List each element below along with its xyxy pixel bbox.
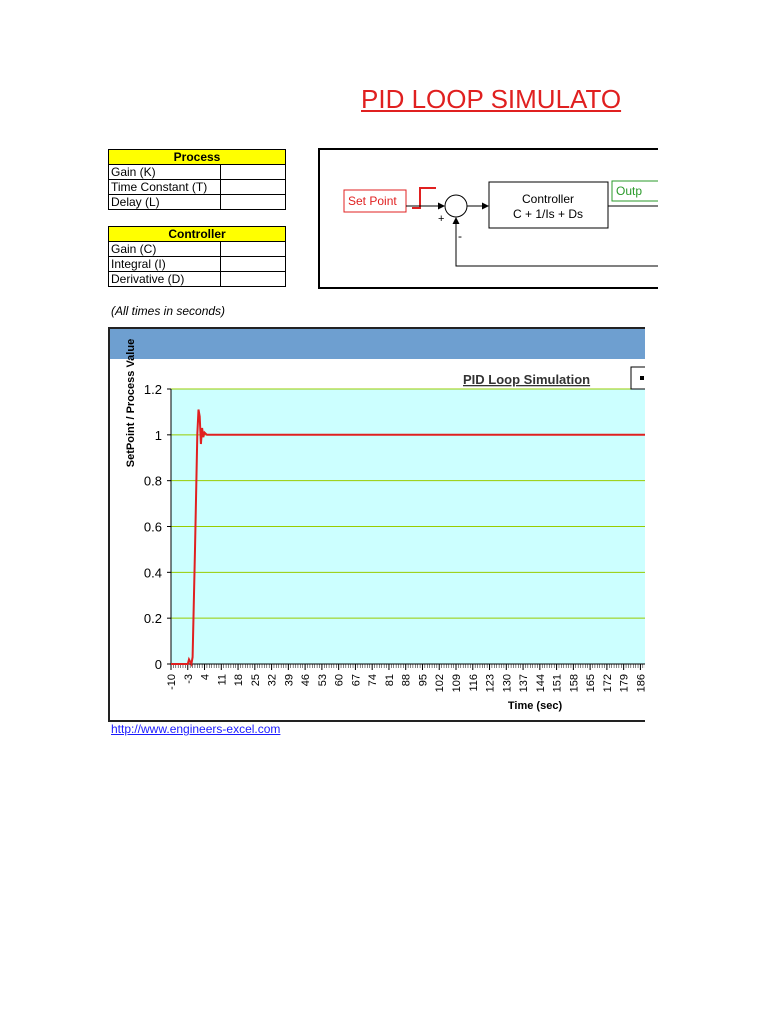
x-tick-label: 95 [417, 674, 430, 687]
website-link[interactable]: http://www.engineers-excel.com [111, 722, 281, 736]
process-time-constant-cell[interactable] [221, 180, 286, 195]
controller-table [108, 226, 286, 287]
x-tick-label: 158 [568, 674, 581, 693]
x-tick-label: 172 [601, 674, 614, 693]
block-diagram-svg [320, 150, 658, 289]
x-tick-label: 137 [518, 674, 531, 693]
process-delay-cell[interactable] [221, 195, 286, 210]
time-units-note: (All times in seconds) [111, 304, 226, 318]
x-tick-label: 81 [383, 674, 396, 687]
setpoint-label: Set Point [348, 194, 397, 208]
x-tick-label: 53 [316, 674, 329, 687]
controller-derivative-label: Derivative (D) [109, 272, 221, 287]
x-tick-label: 32 [266, 674, 279, 687]
y-tick-label: 0.2 [143, 611, 162, 627]
output-label: Outp [616, 184, 643, 198]
minus-sign: - [458, 229, 462, 243]
controller-derivative-cell[interactable] [221, 272, 286, 287]
step-symbol [412, 188, 436, 208]
y-tick-label: 1 [154, 427, 162, 443]
y-axis-title: SetPoint / Process Value [125, 338, 137, 468]
process-time-constant-label: Time Constant (T) [109, 180, 221, 195]
x-tick-label: -3 [182, 674, 195, 684]
y-tick-label: 0.6 [143, 519, 162, 535]
x-tick-label: -10 [166, 674, 178, 690]
controller-integral-label: Integral (I) [109, 257, 221, 272]
x-tick-label: 25 [249, 674, 262, 687]
process-delay-label: Delay (L) [109, 195, 221, 210]
legend-marker [640, 376, 644, 380]
x-tick-label: 102 [434, 674, 447, 693]
process-header: Process [109, 150, 286, 165]
controller-gain-label: Gain (C) [109, 242, 221, 257]
x-tick-label: 144 [534, 674, 547, 693]
y-tick-label: 0.4 [143, 565, 162, 581]
controller-title: Controller [521, 192, 575, 206]
x-tick-label: 74 [367, 674, 380, 687]
y-tick-label: 0.8 [143, 473, 162, 489]
x-tick-label: 165 [585, 674, 598, 693]
x-tick-label: 60 [333, 674, 346, 687]
y-tick-label: 1.2 [143, 382, 162, 397]
x-tick-label: 67 [350, 674, 363, 687]
x-tick-label: 46 [300, 674, 313, 687]
process-table [108, 149, 286, 210]
pid-chart [110, 329, 645, 722]
chart-container [108, 327, 645, 722]
x-tick-label: 109 [451, 674, 464, 693]
x-tick-label: 88 [400, 674, 413, 687]
x-tick-label: 130 [501, 674, 514, 693]
x-tick-label: 151 [551, 674, 564, 693]
controller-integral-cell[interactable] [221, 257, 286, 272]
x-tick-label: 4 [199, 674, 212, 681]
controller-header: Controller [109, 227, 286, 242]
page-title: PID LOOP SIMULATO [361, 84, 622, 114]
x-tick-label: 123 [484, 674, 497, 693]
chart-title: PID Loop Simulation [463, 372, 591, 387]
block-diagram [318, 148, 658, 289]
process-gain-label: Gain (K) [109, 165, 221, 180]
x-tick-label: 186 [635, 674, 647, 693]
plus-sign: + [438, 213, 445, 225]
controller-gain-cell[interactable] [221, 242, 286, 257]
x-tick-label: 18 [233, 674, 246, 687]
x-tick-label: 39 [283, 674, 296, 687]
summing-junction [445, 195, 467, 217]
controller-formula: C + 1/Is + Ds [512, 207, 584, 221]
x-tick-label: 116 [467, 674, 480, 692]
x-tick-label: 179 [618, 674, 631, 693]
x-axis-title: Time (sec) [507, 700, 563, 712]
x-tick-label: 11 [216, 674, 229, 686]
y-tick-label: 0 [154, 657, 162, 672]
process-gain-cell[interactable] [221, 165, 286, 180]
